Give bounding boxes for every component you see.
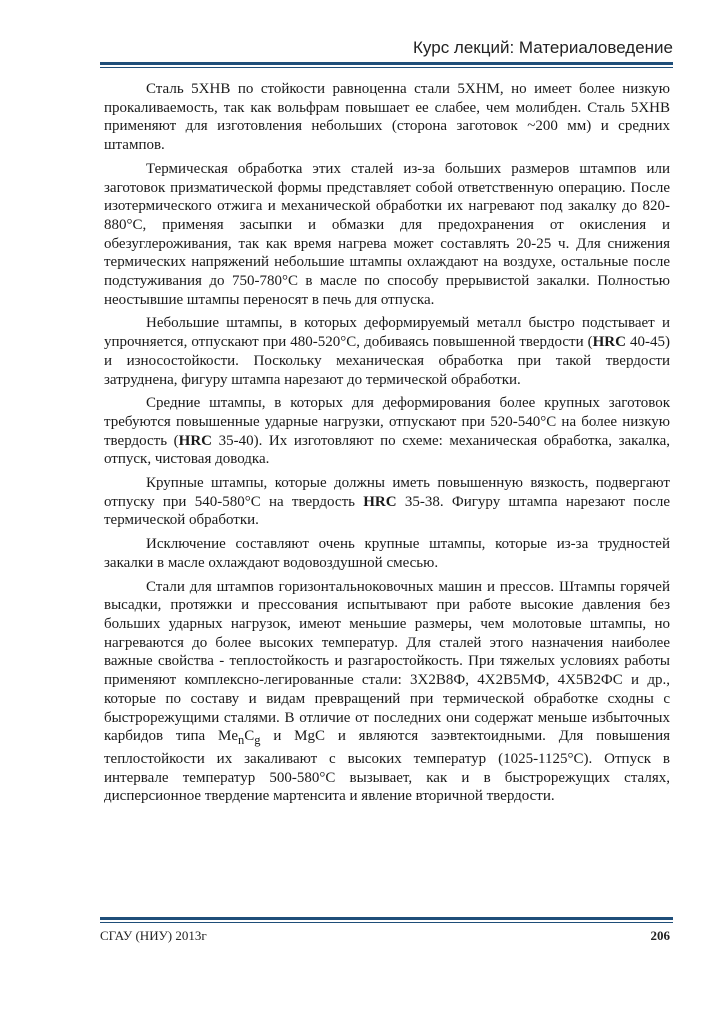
paragraph-5-text-a: Крупные штампы, которые должны иметь повышенную вязкость, подвергают отпуску при 540-580°С на твердость xyxy=(104,475,670,510)
paragraph-3-text-a: Небольшие штампы, в которых деформируемый металл быстро подстывает и упрочняется, отпускают при 480-520°С, добиваясь повышенной твердости ( xyxy=(104,315,670,351)
paragraph-1: Сталь 5ХНВ по стойкости равноценна стали 5ХНМ, но имеет более низкую прокаливаемость, так как вольфрам повышает ее слабее, чем молибден. Сталь 5ХНВ применяют для изготовления небольших (сторона заготовок ~200 мм) и средних штампов. xyxy=(104,81,670,154)
paragraph-4-text-a: Средние штампы, в которых для деформирования более крупных заготовок требуются повышенные ударные нагрузки, отпускают при 520-540°С на более низкую твердость ( xyxy=(104,395,670,449)
page-number: 206 xyxy=(650,928,670,943)
paragraph-3 xyxy=(104,314,670,389)
paragraph-5-text-c: 35-38. Фигуру штампа нарезают после термической обработки. xyxy=(104,493,670,529)
main-text xyxy=(104,80,670,811)
paragraph-4-text-c: 35-40). Их изготовляют по схеме: механическая обработка, закалка, отпуск, чистовая доводка. xyxy=(104,432,670,468)
paragraph-7-text-a: Стали для штампов горизонтальноковочных машин и прессов. Штампы горячей высадки, протяжки и прессования испытывают при работе высокие давления без больших ударных нагрузок, имеют меньшие размеры, чем молотовые штампы, но нагреваются до более высоких температур. Для сталей этого назначения наиболее важные свойства - теплостойкость и разгаростойкость. При тяжелых условиях работы применяют комплексно-легированные стали: 3Х2В8Ф, 4Х2В5МФ, 4Х5В2ФС и др., которые по составу и видам превращений при термической обработке сходны с быстрорежущими сталями. В отличие от последних они содержат меньше избыточных карбидов типа Me xyxy=(104,578,670,745)
hrc-label: HRC xyxy=(178,432,212,449)
subscript-n: n xyxy=(238,733,245,748)
subscript-g: g xyxy=(254,733,261,748)
paragraph-4 xyxy=(104,394,670,469)
footer-divider xyxy=(100,917,673,923)
paragraph-2: Термическая обработка этих сталей из-за больших размеров штампов или заготовок призматической формы представляет собой ответственную операцию. После изотермического отжига и механической обработки их нагревают под закалку до 820-880°С, применяя засыпки и обмазки для предохранения от окисления и обезуглероживания, так как время нагрева может составлять 20-25 ч. Для снижения термических напряжений небольшие штампы охлаждают на воздухе, остальные после подстуживания до 750-780°С в масле по способу прерывистой закалки. Полностью неостывшие штампы переносят в печь для отпуска. xyxy=(104,160,670,308)
header-divider xyxy=(100,62,673,68)
paragraph-6: Исключение составляют очень крупные штампы, которые из-за трудностей закалки в масле охлаждают водовоздушной смесью. xyxy=(104,536,670,571)
page-header-title: Курс лекций: Материаловедение xyxy=(413,38,673,57)
paragraph-3-text-c: 40-45) и износостойкости. Поскольку механическая обработка при такой твердости затруднена, фигуру штампа нарезают до термической обработки. xyxy=(104,334,670,388)
hrc-label: HRC xyxy=(592,334,626,351)
hrc-label: HRC xyxy=(363,493,397,510)
paragraph-7 xyxy=(104,578,670,806)
paragraph-5 xyxy=(104,474,670,530)
paragraph-7-text-c: и MgC и являются заэвтектоидными. Для повышения теплостойкости их закаливают с высоких температур (1025-1125°С). Отпуск в интервале температур 500-580°С вызывает, как и в быстрорежущих сталях, дисперсионное твердение мартенсита и явление вторичной твердости. xyxy=(104,728,671,805)
paragraph-7-text-b: C xyxy=(244,728,255,745)
footer-institution: СГАУ (НИУ) 2013г xyxy=(100,928,207,943)
